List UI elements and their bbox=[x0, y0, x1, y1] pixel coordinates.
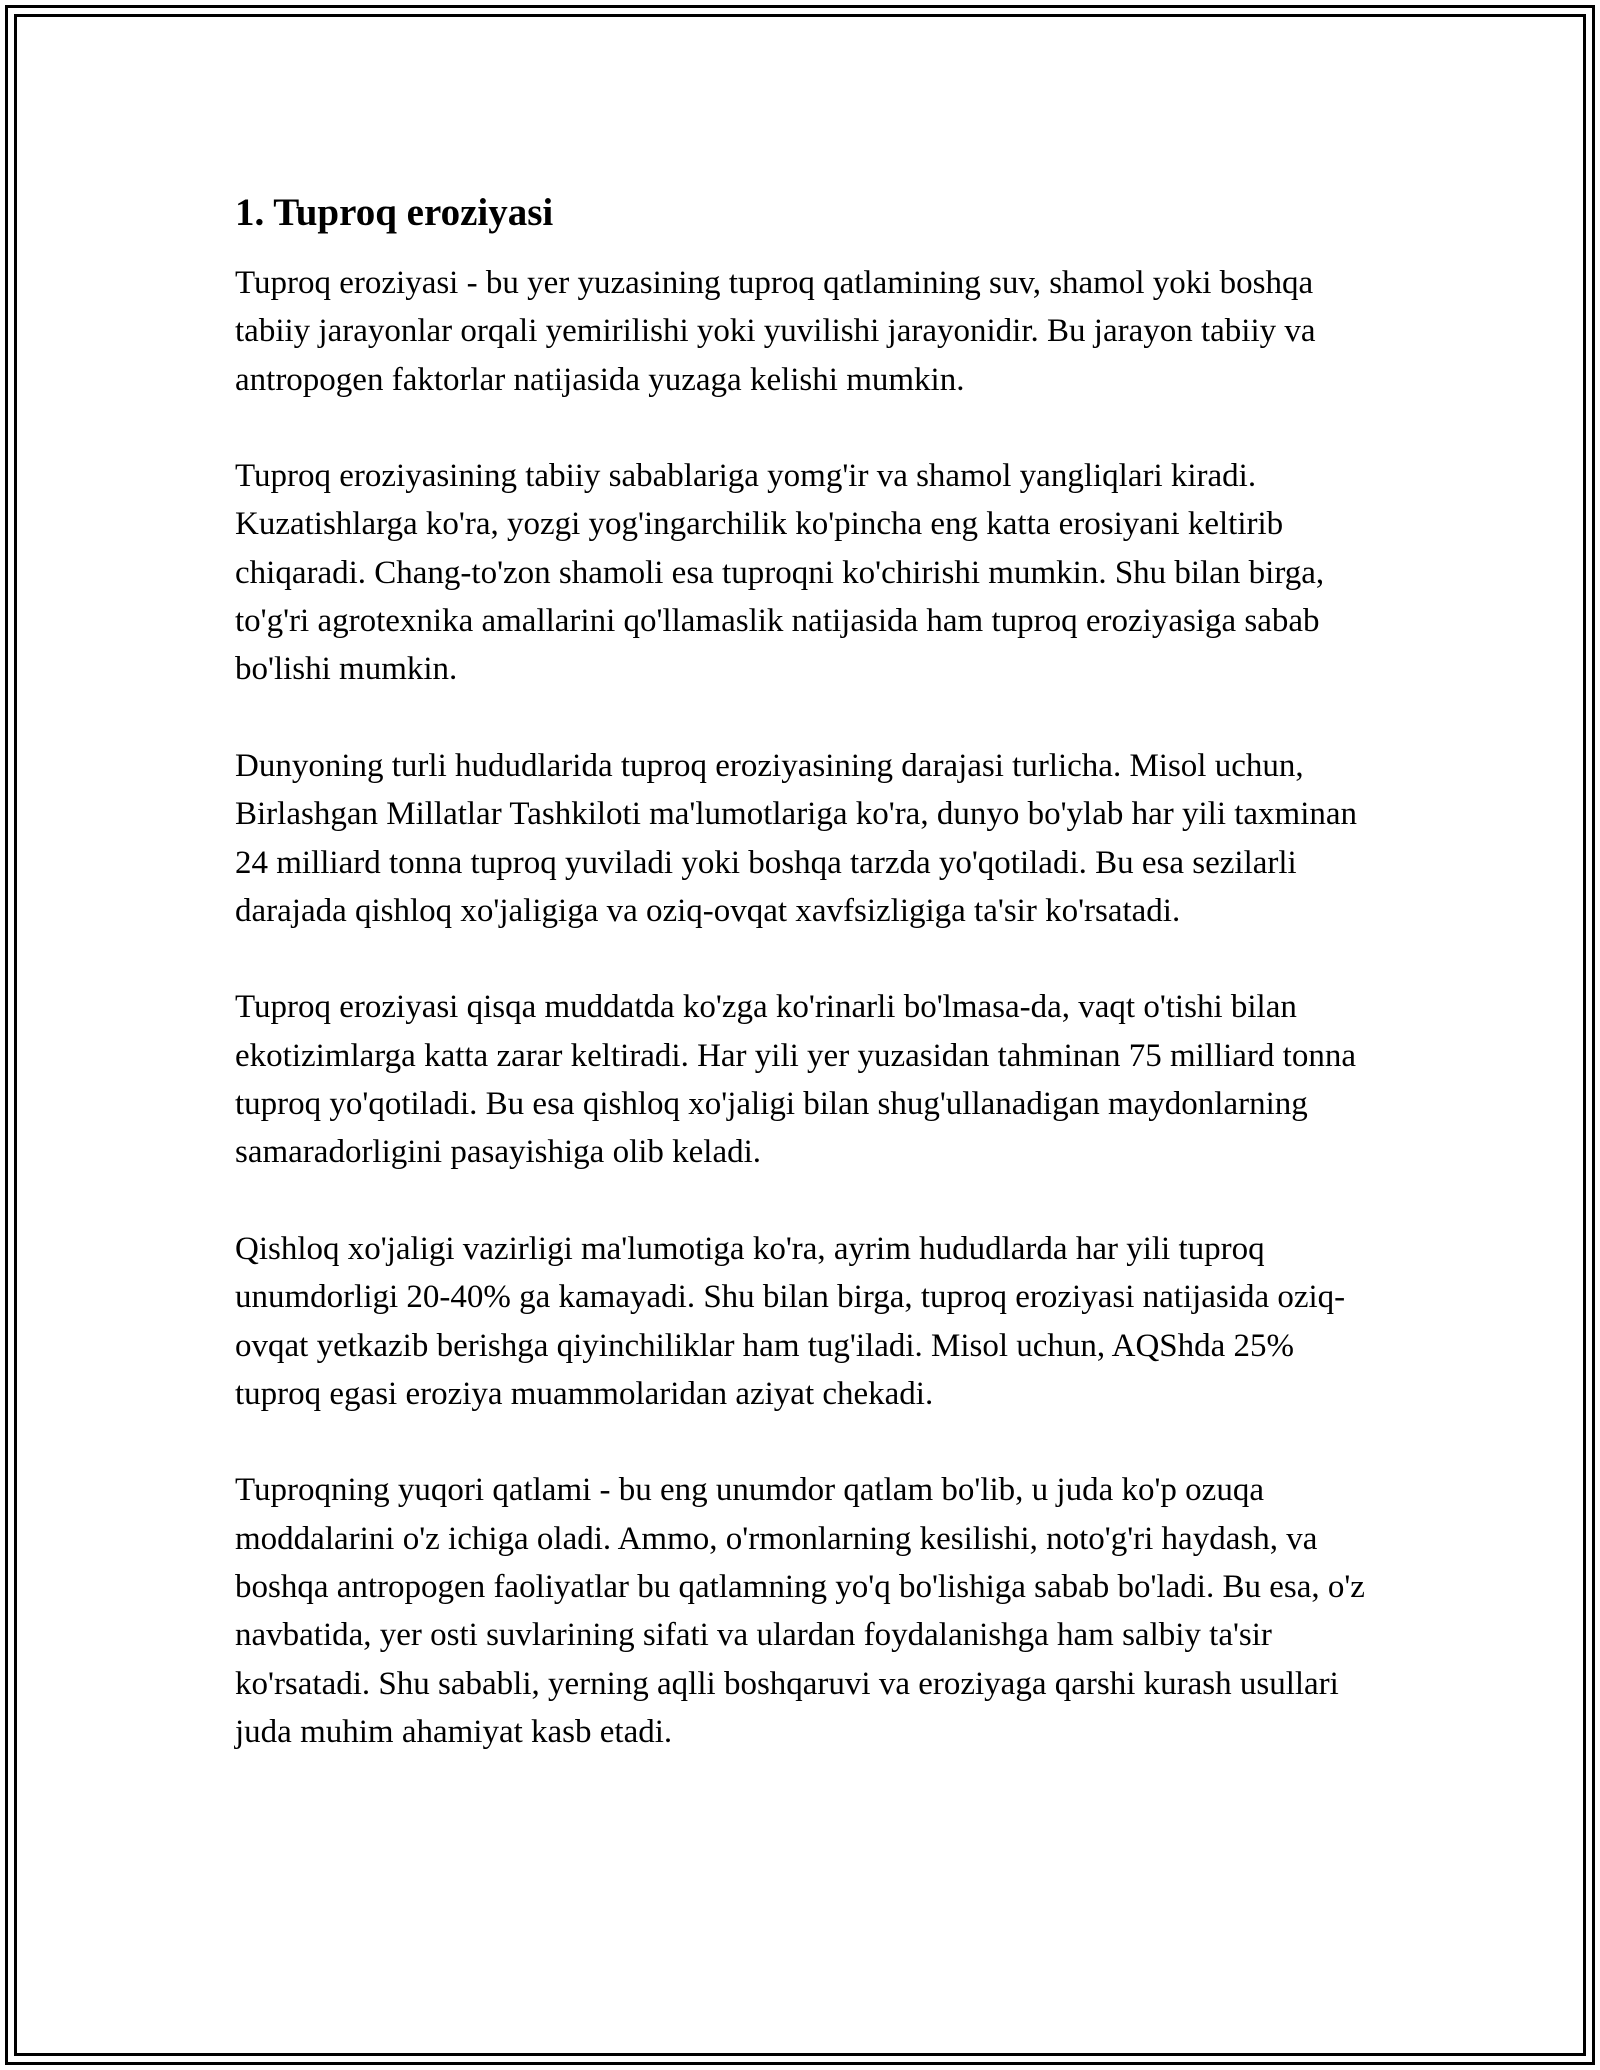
paragraph-5: Qishloq xo'jaligi vazirligi ma'lumotiga ko'ra, ayrim hududlarda har yili tuproq unumdorligi 20-40% ga kamayadi. Shu bilan birga, tuproq eroziyasi natijasida oziq-ovqat yetkazib berishga qiyinchiliklar ham tug'iladi. Misol uchun, AQShda 25% tuproq egasi eroziya muammolaridan aziyat chekadi. bbox=[235, 1230, 1346, 1412]
paragraph-1: Tuproq eroziyasi - bu yer yuzasining tuproq qatlamining suv, shamol yoki boshqa tabiiy jarayonlar orqali yemirilishi yoki yuvilishi jarayonidir. Bu jarayon tabiiy va antropogen faktorlar natijasida yuzaga kelishi mumkin. bbox=[235, 265, 1316, 398]
paragraph-3: Dunyoning turli hududlarida tuproq eroziyasining darajasi turlicha. Misol uchun, Birlashgan Millatlar Tashkiloti ma'lumotlariga ko'ra, dunyo bo'ylab har yili taxminan 24 milliard tonna tuproq yuviladi yoki boshqa tarzda yo'qotiladi. Bu esa sezilarli darajada qishloq xo'jaligiga va oziq-ovqat xavfsizligiga ta'sir ko'rsatadi. bbox=[235, 747, 1358, 929]
paragraph-2: Tuproq eroziyasining tabiiy sabablariga yomg'ir va shamol yangliqlari kiradi. Kuzatishlarga ko'ra, yozgi yog'ingarchilik ko'pincha eng katta erosiyani keltirib chiqaradi. Chang-to'zon shamoli esa tuproqni ko'chirishi mumkin. Shu bilan birga, to'g'ri agrotexnika amallarini qo'llamaslik natijasida ham tuproq eroziyasiga sabab bo'lishi mumkin. bbox=[235, 458, 1325, 688]
document-body bbox=[235, 188, 1375, 1805]
paragraph-4: Tuproq eroziyasi qisqa muddatda ko'zga ko'rinarli bo'lmasa-da, vaqt o'tishi bilan ekotizimlarga katta zarar keltiradi. Har yili yer yuzasidan tahminan 75 milliard tonna tuproq yo'qotiladi. Bu esa qishloq xo'jaligi bilan shug'ullanadigan maydonlarning samaradorligini pasayishiga olib keladi. bbox=[235, 989, 1356, 1171]
section-heading: 1. Tuproq eroziyasi bbox=[235, 191, 554, 234]
paragraph-6: Tuproqning yuqori qatlami - bu eng unumdor qatlam bo'lib, u juda ko'p ozuqa moddalarini o'z ichiga oladi. Ammo, o'rmonlarning kesilishi, noto'g'ri haydash, va boshqa antropogen faoliyatlar bu qatlamning yo'q bo'lishiga sabab bo'ladi. Bu esa, o'z navbatida, yer osti suvlarining sifati va ulardan foydalanishga ham salbiy ta'sir ko'rsatadi. Shu sababli, yerning aqlli boshqaruvi va eroziyaga qarshi kurash usullari juda muhim ahamiyat kasb etadi. bbox=[235, 1472, 1365, 1750]
